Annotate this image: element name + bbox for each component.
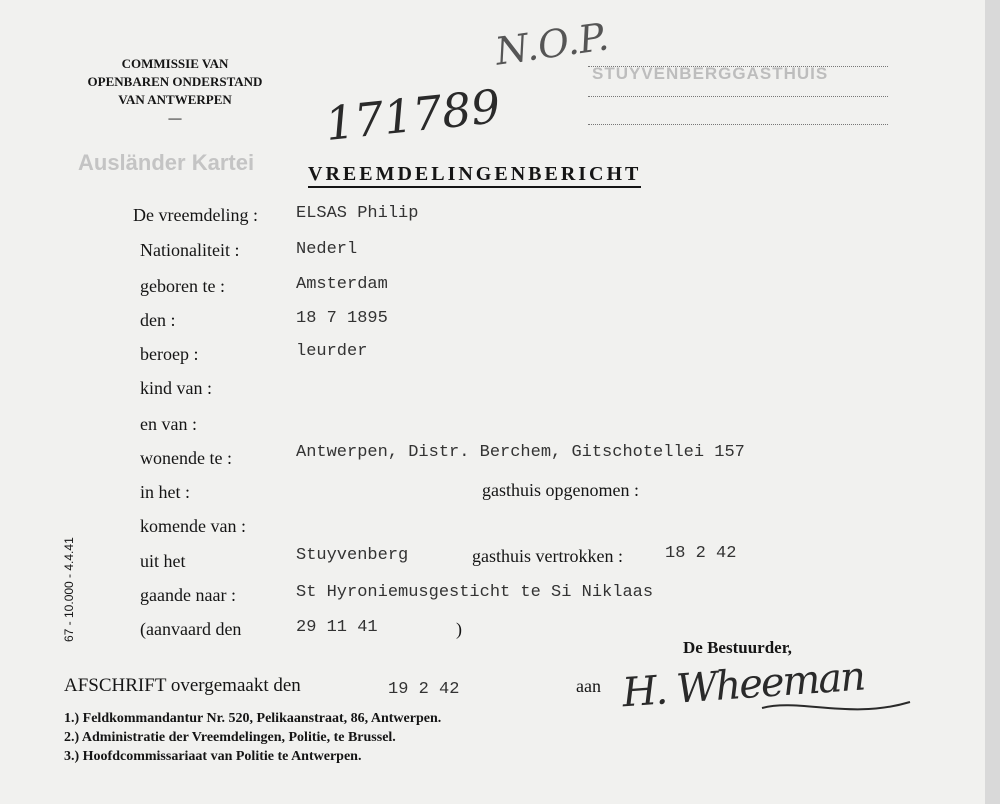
afschrift-date: 19 2 42 — [388, 680, 460, 699]
label-uit-het: uit het — [140, 551, 186, 571]
dotted-line-1 — [588, 66, 888, 67]
letterhead-dash: — — [168, 110, 182, 125]
value-den: 18 7 1895 — [296, 309, 388, 328]
label-geboren: geboren te : — [140, 276, 225, 296]
letterhead-line-1: COMMISSIE VAN — [121, 56, 229, 71]
letterhead — [70, 55, 280, 127]
signature-underline — [760, 690, 920, 720]
form-number: 67 - 10.000 - 4.4.41 — [62, 537, 76, 642]
label-vertrokken: gasthuis vertrokken : — [472, 546, 623, 566]
label-beroep: beroep : — [140, 344, 199, 364]
handwritten-nop: N.O.P. — [492, 14, 612, 74]
label-vreemdeling: De vreemdeling : — [133, 205, 258, 225]
letterhead-line-3: VAN ANTWERPEN — [118, 92, 232, 107]
handwritten-file-number: 171789 — [322, 78, 503, 152]
value-nationaliteit: Nederl — [296, 240, 358, 259]
label-opgenomen: gasthuis opgenomen : — [482, 480, 639, 500]
label-den: den : — [140, 310, 176, 330]
label-wonende: wonende te : — [140, 448, 232, 468]
auslander-stamp: Ausländer Kartei — [78, 150, 255, 175]
label-kind-van: kind van : — [140, 378, 212, 398]
stuyvenberg-stamp: STUYVENBERGGASTHUIS — [592, 64, 829, 83]
addressee-1: 1.) Feldkommandantur Nr. 520, Pelikaanstraat, 86, Antwerpen. — [64, 711, 442, 726]
label-komende: komende van : — [140, 516, 246, 536]
value-vreemdeling: ELSAS Philip — [296, 204, 419, 223]
aanvaard-close-paren: ) — [456, 619, 462, 639]
label-en-van: en van : — [140, 414, 197, 434]
addressee-3: 3.) Hoofdcommissariaat van Politie te Antwerpen. — [64, 749, 362, 764]
value-uit-het: Stuyvenberg — [296, 546, 409, 565]
afschrift-aan: aan — [576, 676, 601, 696]
addressee-2: 2.) Administratie der Vreemdelingen, Politie, te Brussel. — [64, 730, 396, 745]
value-vertrokken: 18 2 42 — [665, 544, 737, 563]
document-title: VREEMDELINGENBERICHT — [308, 162, 641, 188]
value-aanvaard: 29 11 41 — [296, 618, 378, 637]
value-gaande: St Hyroniemusgesticht te Si Niklaas — [296, 583, 654, 602]
signature: H. Wheeman — [620, 653, 866, 717]
label-aanvaard: (aanvaard den — [140, 619, 242, 639]
letterhead-line-2: OPENBAREN ONDERSTAND — [87, 74, 263, 89]
dotted-line-3 — [588, 124, 888, 125]
value-wonende: Antwerpen, Distr. Berchem, Gitschotellei 157 — [296, 443, 745, 462]
signature-role: De Bestuurder, — [683, 638, 792, 657]
afschrift-label: AFSCHRIFT overgemaakt den — [64, 675, 301, 696]
label-gaande: gaande naar : — [140, 585, 236, 605]
label-nationaliteit: Nationaliteit : — [140, 240, 240, 260]
value-beroep: leurder — [296, 342, 368, 361]
value-geboren: Amsterdam — [296, 275, 388, 294]
dotted-line-2 — [588, 96, 888, 97]
label-in-het: in het : — [140, 482, 190, 502]
